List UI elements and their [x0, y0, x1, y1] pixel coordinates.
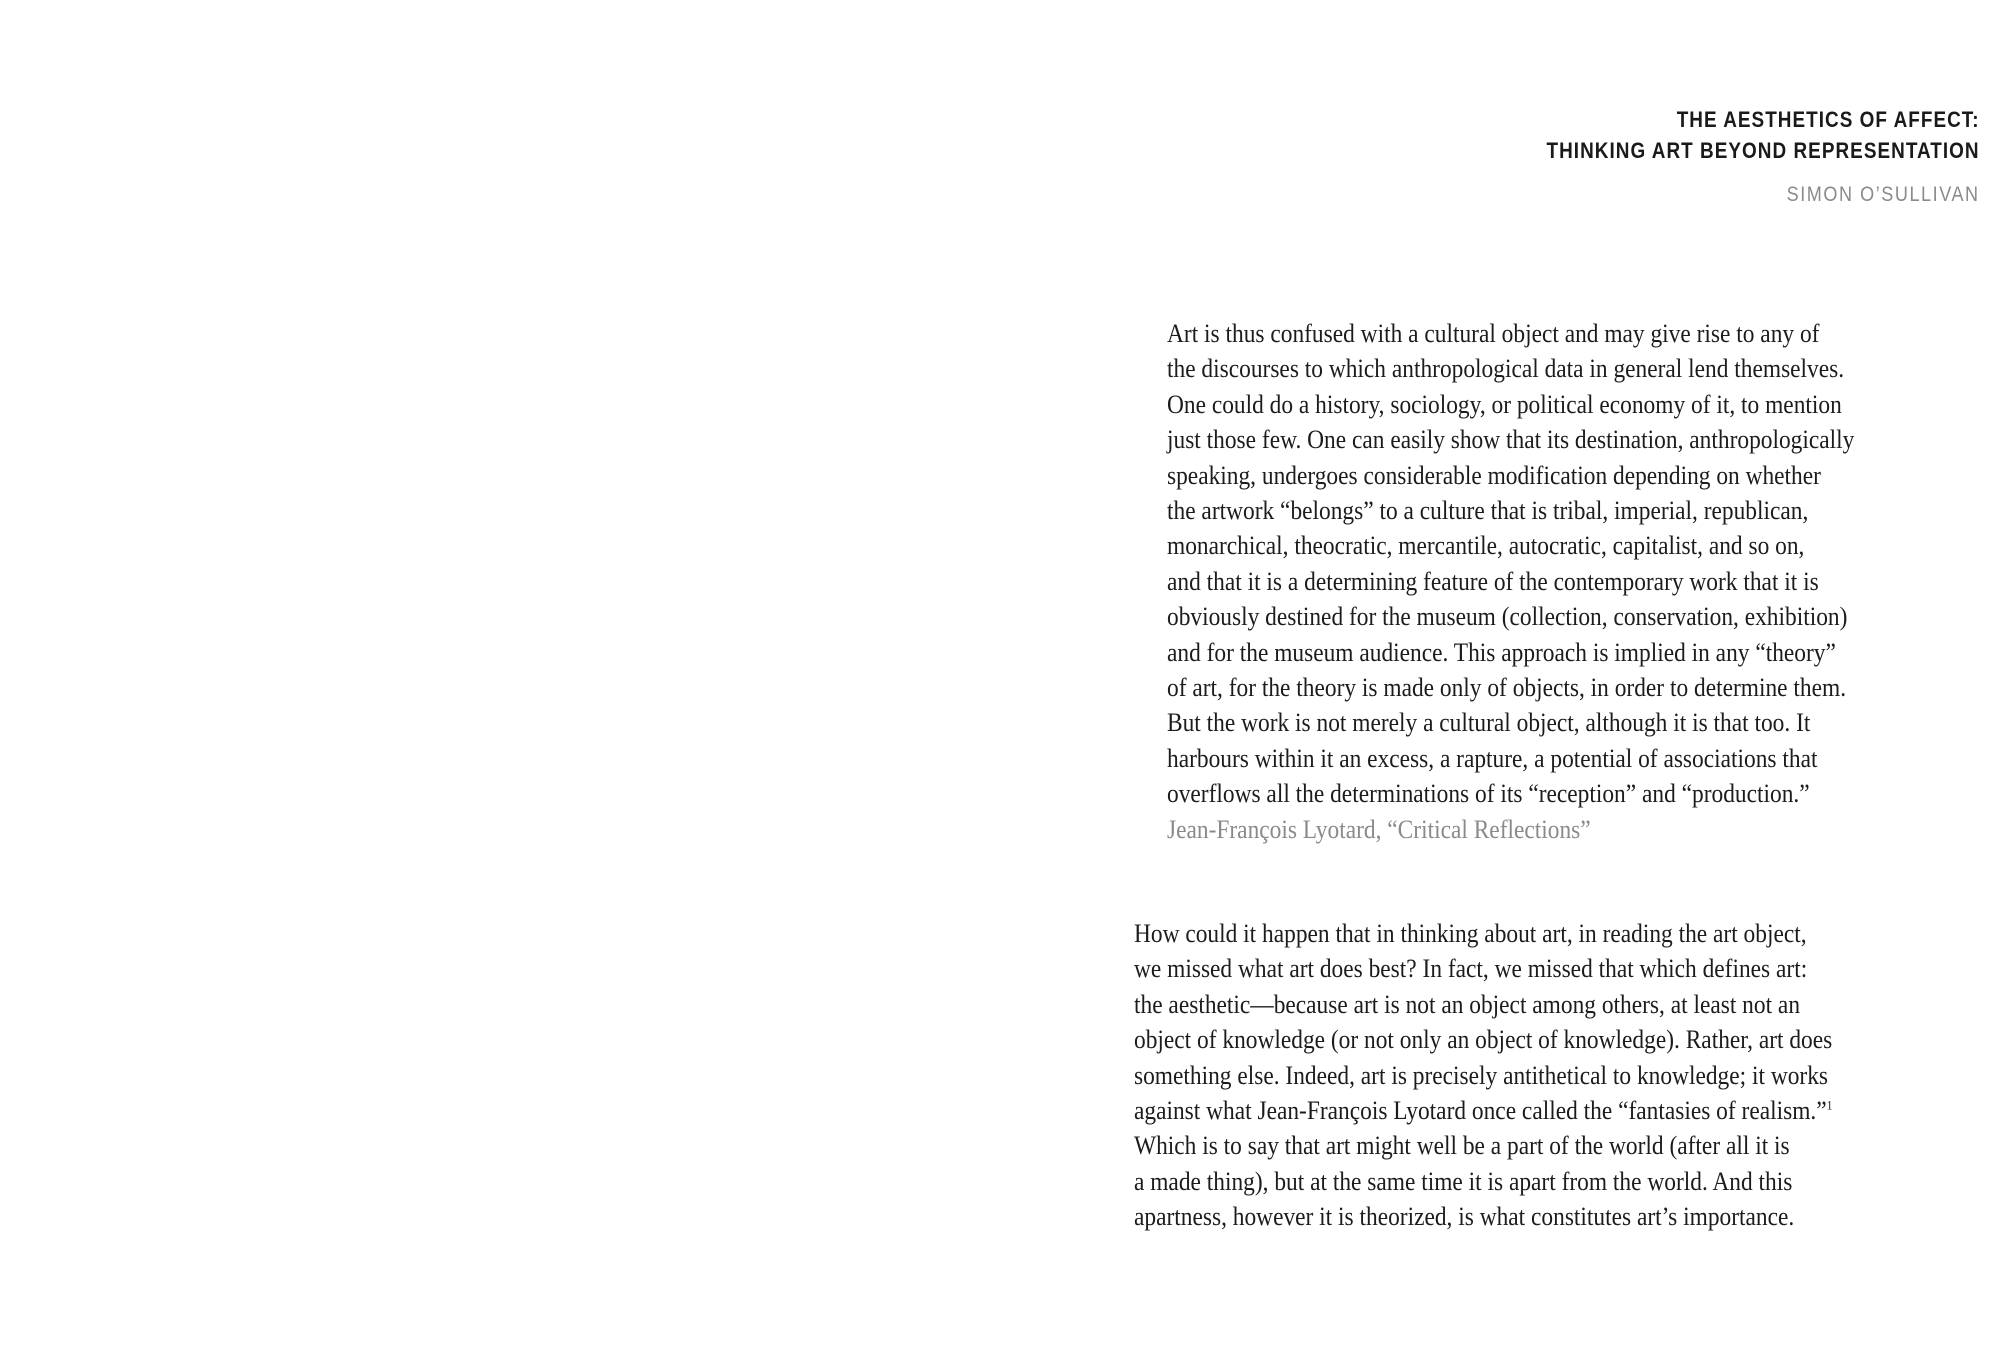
body-line-text: against what Jean-François Lyotard once called the “fantasies of realism.” [1134, 1096, 1827, 1126]
body-line: a made thing), but at the same time it is apart from the world. And this [1134, 1166, 1793, 1196]
epigraph-line: just those few. One can easily show that its destination, anthropologically [1167, 425, 1855, 455]
epigraph-line: One could do a history, sociology, or political economy of it, to mention [1167, 389, 1842, 419]
body-paragraph [1134, 916, 1894, 1235]
epigraph-line: speaking, undergoes considerable modification depending on whether [1167, 460, 1821, 490]
epigraph-line: Art is thus confused with a cultural object and may give rise to any of [1167, 319, 1820, 348]
body-line-with-footnote [1134, 1093, 1833, 1128]
chapter-title-line-1: THE AESTHETICS OF AFFECT: [1677, 107, 1980, 132]
body-line: Which is to say that art might well be a part of the world (after all it is [1134, 1131, 1790, 1161]
epigraph-line: monarchical, theocratic, mercantile, autocratic, capitalist, and so on, [1167, 531, 1805, 561]
epigraph [1167, 316, 1887, 847]
epigraph-line: the artwork “belongs” to a culture that is tribal, imperial, republican, [1167, 496, 1809, 526]
epigraph-line: the discourses to which anthropological data in general lend themselves. [1167, 354, 1845, 384]
body-line: apartness, however it is theorized, is what constitutes art’s importance. [1134, 1202, 1795, 1232]
epigraph-line: overflows all the determinations of its “reception” and “production.” [1167, 779, 1810, 809]
epigraph-line: But the work is not merely a cultural object, although it is that too. It [1167, 708, 1811, 738]
right-page [1000, 0, 2000, 1351]
body-line: object of knowledge (or not only an object of knowledge). Rather, art does [1134, 1025, 1833, 1055]
chapter-title-line-2: THINKING ART BEYOND REPRESENTATION [1546, 138, 1980, 163]
epigraph-line: and that it is a determining feature of the contemporary work that it is [1167, 566, 1819, 596]
chapter-header [1476, 104, 1980, 208]
body-line: the aesthetic—because art is not an object among others, at least not an [1134, 989, 1801, 1019]
chapter-author: SIMON O’SULLIVAN [1786, 183, 1980, 206]
epigraph-attribution: Jean-François Lyotard, “Critical Reflections” [1167, 814, 1591, 844]
body-line: we missed what art does best? In fact, we missed that which defines art: [1134, 954, 1808, 984]
body-line: How could it happen that in thinking about art, in reading the art object, [1134, 919, 1807, 948]
epigraph-line: obviously destined for the museum (collection, conservation, exhibition) [1167, 602, 1848, 632]
epigraph-line: of art, for the theory is made only of objects, in order to determine them. [1167, 673, 1847, 703]
footnote-marker[interactable]: 1 [1826, 1097, 1833, 1113]
body-line: something else. Indeed, art is precisely antithetical to knowledge; it works [1134, 1060, 1829, 1090]
epigraph-line: harbours within it an excess, a rapture, a potential of associations that [1167, 743, 1818, 773]
epigraph-line: and for the museum audience. This approach is implied in any “theory” [1167, 637, 1836, 667]
